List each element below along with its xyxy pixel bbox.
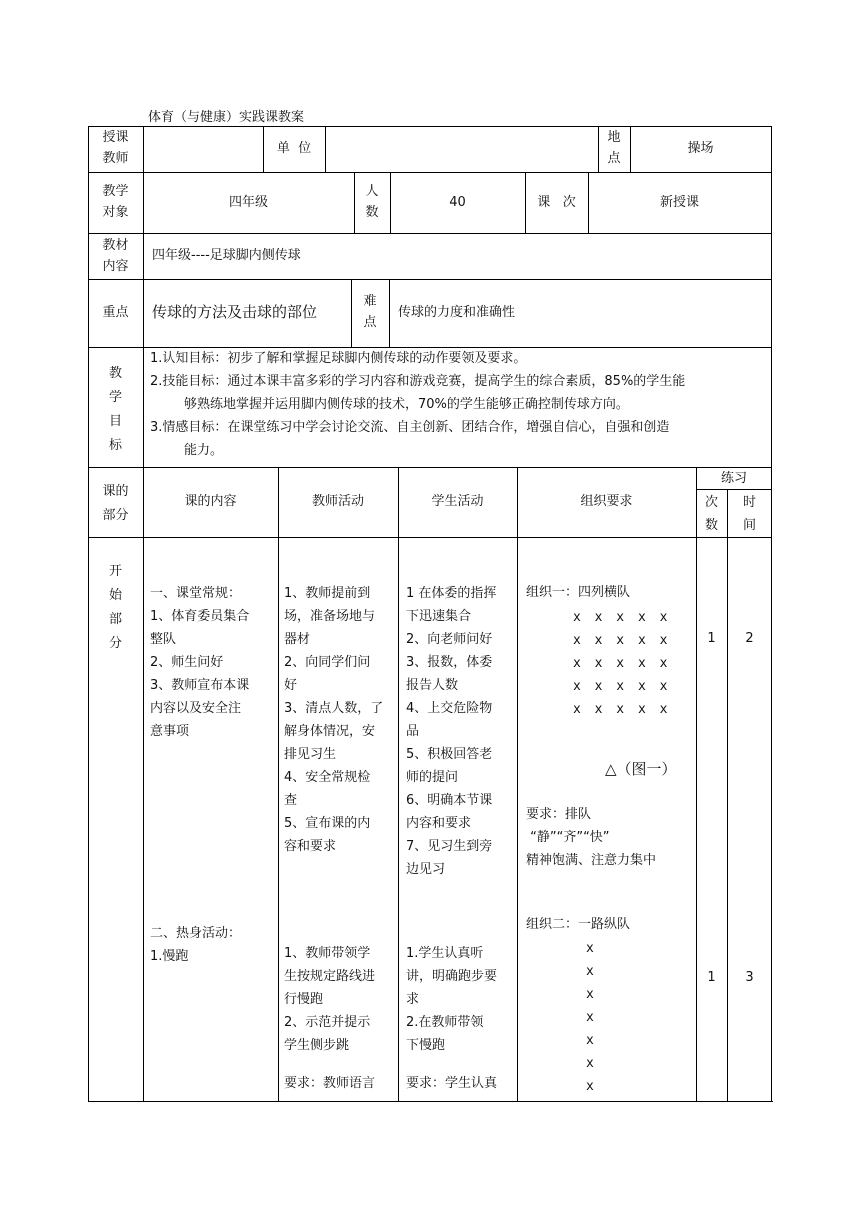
target-value: 四年级 xyxy=(228,195,268,210)
part-start: 开 始 部 分 xyxy=(108,564,122,651)
place-label: 地 点 xyxy=(607,130,621,166)
duration-warmup: 3 xyxy=(745,970,754,985)
place-value: 操场 xyxy=(687,141,714,156)
difficulty-label: 难 点 xyxy=(363,294,377,330)
formation-single-column: x x x x x x x xyxy=(586,941,597,1094)
col-teacher: 教师活动 xyxy=(311,494,364,509)
key-value: 传球的方法及击球的部位 xyxy=(152,303,318,321)
lesson-label: 课 次 xyxy=(537,195,576,210)
goal-skill-line2: 够熟练地掌握并运用脚内侧传球的技术，70%的学生能够正确控制传球方向。 xyxy=(184,397,629,412)
goal-affective-line1: 3.情感目标：在课堂练习中学会讨论交流、自主创新、团结合作，增强自信心，自强和创造 xyxy=(150,420,670,435)
figure-one-label: △（图一） xyxy=(605,760,677,778)
document-title: 体育（与健康）实践课教案 xyxy=(148,110,305,125)
content-routine: 一、课堂常规： 1、体育委员集合 整队 2、师生问好 3、教师宣布本课 内容以及安全注 意事项 xyxy=(150,586,250,739)
formation-four-rows: x x x x x x x x x x x x x x x x x x x x x x x x x xyxy=(573,610,671,717)
col-times: 次 数 xyxy=(704,495,718,533)
times-routine: 1 xyxy=(707,631,716,646)
key-label: 重点 xyxy=(102,305,129,320)
teacher-label: 授课 教师 xyxy=(102,130,129,166)
difficulty-value: 传球的力度和准确性 xyxy=(398,305,516,320)
col-practice: 练习 xyxy=(720,471,747,486)
lesson-value: 新授课 xyxy=(659,195,699,210)
teacher-routine: 1、教师提前到 场，准备场地与 器材 2、向同学们问 好 3、清点人数，了 解身体情况，安 排见习生 4、安全常规检 查 5、宣布课的内 容和要求 xyxy=(284,586,384,854)
org2-title: 组织二：一路纵队 xyxy=(526,917,631,932)
goal-affective-line2: 能力。 xyxy=(184,443,224,458)
material-label: 教材 内容 xyxy=(102,238,129,274)
content-warmup: 二、热身活动： 1.慢跑 xyxy=(150,926,242,964)
col-content: 课的内容 xyxy=(184,494,237,509)
goal-cognitive: 1.认知目标：初步了解和掌握足球脚内侧传球的动作要领及要求。 xyxy=(150,351,527,366)
goal-skill-line1: 2.技能目标：通过本课丰富多彩的学习内容和游戏竞赛，提高学生的综合素质，85%的学生能 xyxy=(150,374,686,389)
student-warmup-requirement: 要求：学生认真 xyxy=(406,1076,498,1091)
teacher-warmup-requirement: 要求：教师语言 xyxy=(284,1076,376,1091)
org1-requirements: 要求：排队 “静”“齐”“快” 精神饱满、注意力集中 xyxy=(526,807,657,868)
count-value: 40 xyxy=(449,195,466,210)
unit-label: 单 位 xyxy=(276,141,312,156)
col-org: 组织要求 xyxy=(580,494,633,509)
student-routine: 1 在体委的指挥 下迅速集合 2、向老师问好 3、报数，体委 报告人数 4、上交危险物 品 5、积极回答老 师的提问 6、明确本节课 内容和要求 7、见习生到旁 边见习 xyxy=(406,586,497,877)
target-label: 教学 对象 xyxy=(102,184,129,220)
col-student: 学生活动 xyxy=(431,494,484,509)
duration-routine: 2 xyxy=(745,631,754,646)
teacher-warmup: 1、教师带领学 生按规定路线进 行慢跑 2、示范并提示 学生侧步跳 xyxy=(284,946,376,1053)
student-warmup: 1.学生认真听 讲，明确跑步要 求 2.在教师带领 下慢跑 xyxy=(406,946,498,1053)
material-value: 四年级----足球脚内侧传球 xyxy=(152,248,301,263)
count-label: 人 数 xyxy=(365,184,379,220)
col-duration: 时 间 xyxy=(742,495,756,533)
org1-title: 组织一：四列横队 xyxy=(526,585,631,600)
goals-label: 教 学 目 标 xyxy=(108,366,122,453)
col-part: 课的 部分 xyxy=(102,484,129,523)
lesson-plan-table xyxy=(88,126,772,1102)
times-warmup: 1 xyxy=(707,970,716,985)
